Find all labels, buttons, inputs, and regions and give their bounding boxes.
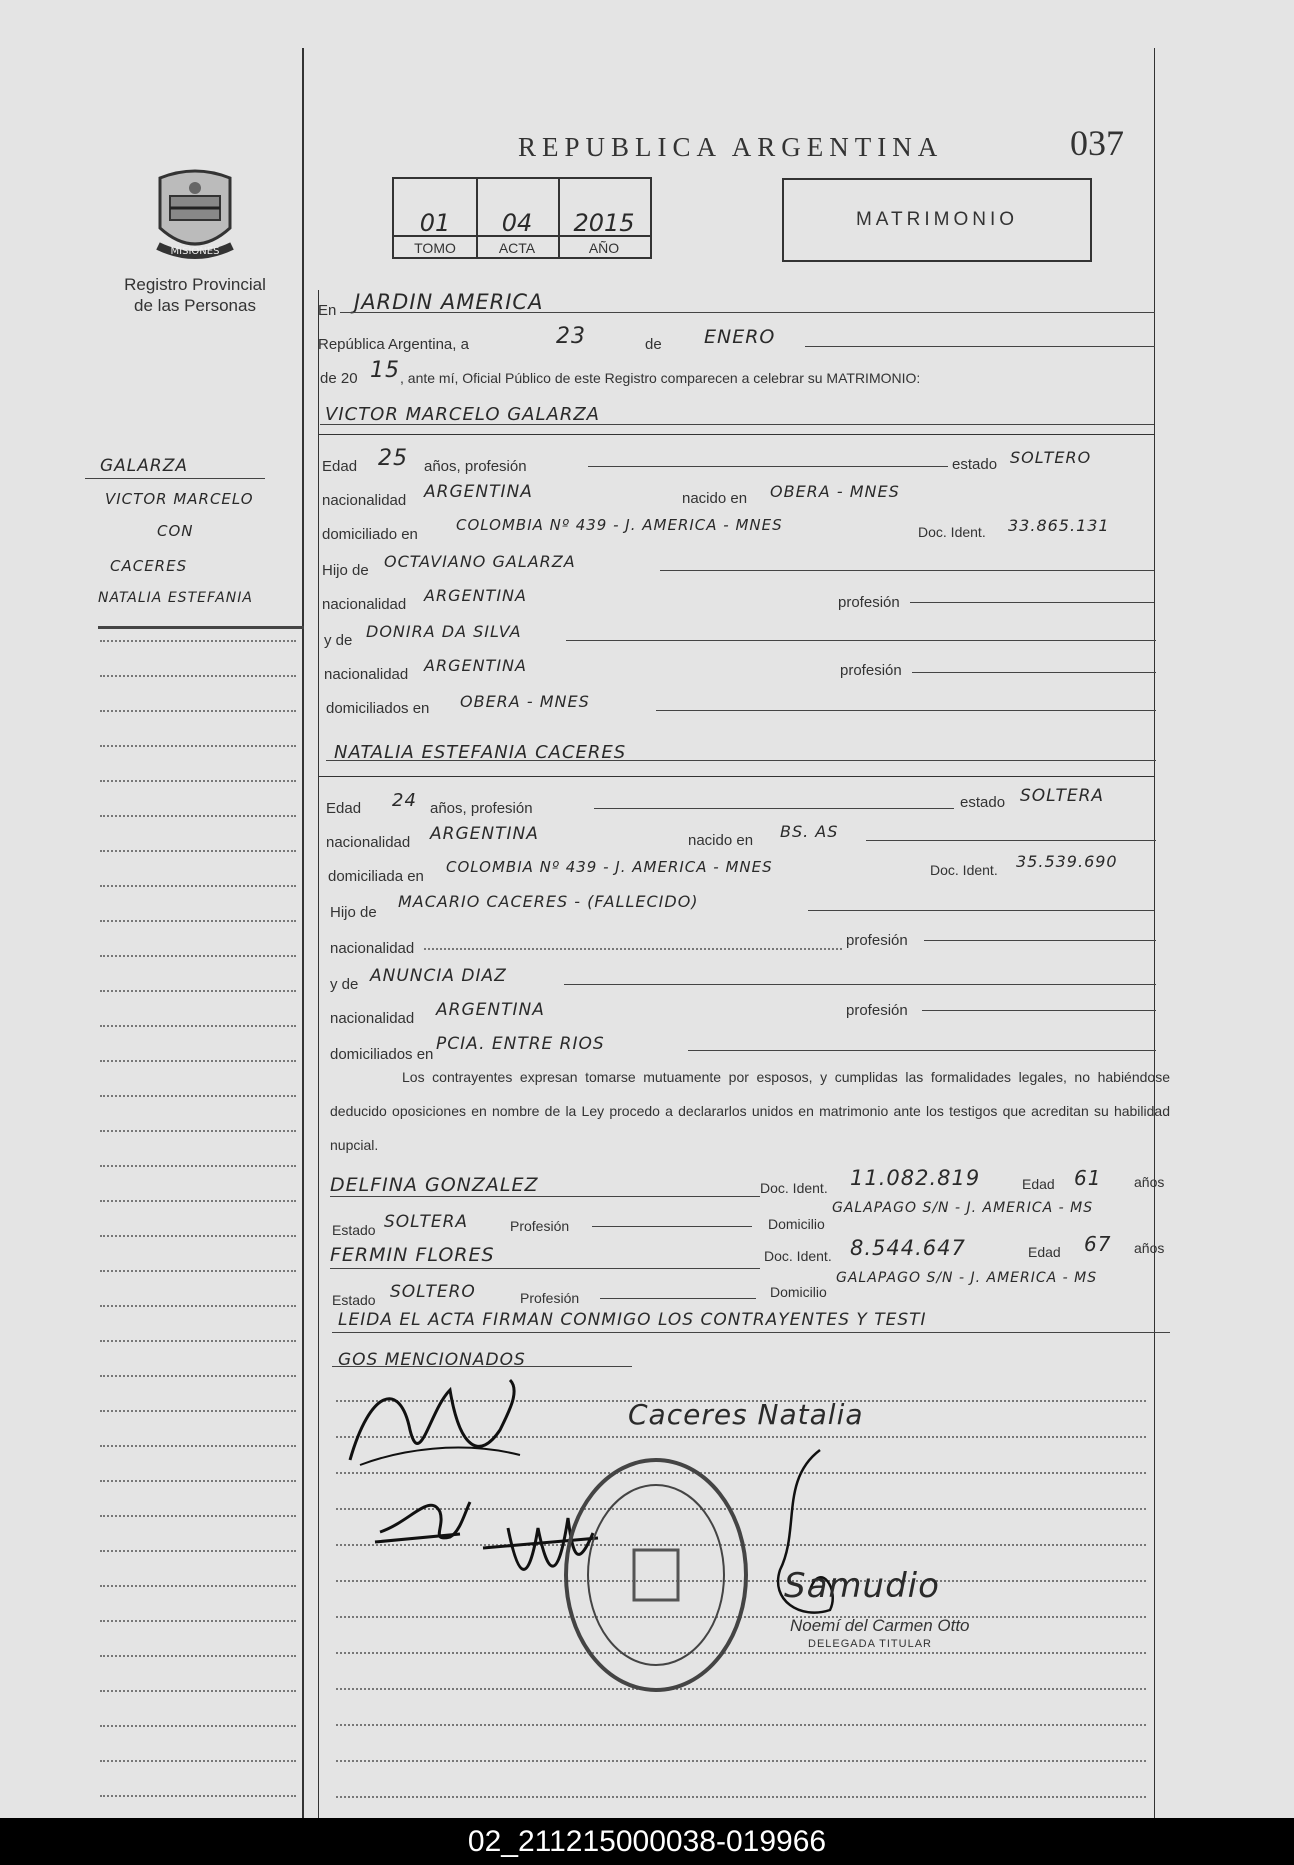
bride-father-nat-dots <box>424 948 842 950</box>
margin-dotted-line <box>100 1620 296 1622</box>
label-w1-doc: Doc. Ident. <box>760 1180 828 1196</box>
bride-age: 24 <box>392 790 417 811</box>
label-groom-father-nat: nacionalidad <box>322 596 407 613</box>
label-de: de <box>645 336 662 353</box>
margin-dotted-line <box>100 1270 296 1272</box>
bride-status: SOLTERA <box>1020 786 1105 806</box>
label-w2-dom: Domicilio <box>770 1284 827 1300</box>
witness1-address: GALAPAGO S/N - J. AMERICA - MS <box>832 1200 1094 1216</box>
margin-dotted-line <box>100 780 296 782</box>
margin-dotted-line <box>100 640 296 642</box>
groom-father: OCTAVIANO GALARZA <box>384 552 576 571</box>
groom-name: VICTOR MARCELO GALARZA <box>325 404 600 425</box>
declaration-text: Los contrayentes expresan tomarse mutuamente por esposos, y cumplidas las formalidades legales, no habiéndose deducido oposiciones en nombre de la Ley procedo a declararlos unidos en matrimonio ante los testigos que acreditan su habilidad nupcial. <box>330 1069 1170 1153</box>
groom-father-line <box>660 570 1154 571</box>
witness2-line <box>330 1268 760 1269</box>
margin-con: CON <box>157 522 194 540</box>
label-w1-years: años <box>1134 1174 1165 1190</box>
bride-nationality: ARGENTINA <box>430 824 539 844</box>
margin-dotted-line <box>100 850 296 852</box>
label-groom-estado: estado <box>952 456 998 473</box>
label-w1-age: Edad <box>1022 1176 1055 1192</box>
officer-title: DELEGADA TITULAR <box>808 1638 932 1650</box>
margin-dotted-line <box>100 1025 296 1027</box>
body-dotted-line <box>336 1724 1146 1726</box>
bride-mother-nationality: ARGENTINA <box>436 1000 545 1020</box>
bride-signature: Caceres Natalia <box>628 1398 864 1431</box>
label-bride-age: Edad <box>326 800 362 817</box>
bride-name: NATALIA ESTEFANIA CACERES <box>334 742 627 763</box>
groom-nationality: ARGENTINA <box>424 482 533 502</box>
label-groom-age: Edad <box>322 458 358 475</box>
bride-father: MACARIO CACERES - (FALLECIDO) <box>398 892 699 911</box>
bride-father-line <box>808 910 1154 911</box>
label-w2-status: Estado <box>332 1292 376 1308</box>
margin-dotted-line <box>100 1585 296 1587</box>
groom-father-prof-line <box>910 602 1154 603</box>
anio-value: 2015 <box>573 209 635 237</box>
label-groom-mother-prof: profesión <box>840 662 902 679</box>
witness1-line <box>330 1196 760 1197</box>
section-divider <box>318 776 1154 777</box>
groom-parents-address: OBERA - MNES <box>460 692 590 711</box>
official-seal-icon <box>556 1450 756 1700</box>
witness2-age: 67 <box>1084 1232 1112 1256</box>
registry-line-1: Registro Provincial <box>124 275 266 294</box>
margin-dotted-line <box>100 815 296 817</box>
margin-dotted-line <box>100 1095 296 1097</box>
tomo-label: TOMO <box>394 235 476 259</box>
country-title: REPUBLICA ARGENTINA <box>518 132 944 162</box>
label-w2-prof: Profesión <box>520 1290 580 1306</box>
label-bride-father: Hijo de <box>330 904 377 921</box>
label-ante: , ante mí, Oficial Público de este Registro comparecen a celebrar su MATRIMONIO: <box>400 370 921 386</box>
anio-label: AÑO <box>558 235 650 259</box>
groom-mother-nationality: ARGENTINA <box>424 656 527 675</box>
margin-firstname: VICTOR MARCELO <box>105 490 254 508</box>
label-bride-estado: estado <box>960 794 1006 811</box>
margin-dotted-line <box>100 1515 296 1517</box>
bride-mother-prof-line <box>922 1010 1156 1011</box>
label-en: En <box>318 302 337 319</box>
label-bride-dom: domiciliada en <box>328 868 424 885</box>
witness2-doc-id: 8.544.647 <box>850 1236 966 1260</box>
label-groom-doc: Doc. Ident. <box>918 524 986 540</box>
margin-dotted-line <box>100 710 296 712</box>
place-value: JARDIN AMERICA <box>354 290 544 314</box>
anio-cell <box>558 179 650 257</box>
month-line <box>805 346 1155 347</box>
margin-dotted-line <box>100 1375 296 1377</box>
act-number: 037 <box>1070 123 1124 163</box>
body-dotted-line <box>336 1796 1146 1798</box>
act-date-box <box>392 177 652 259</box>
margin-dotted-line <box>100 1760 296 1762</box>
label-groom-nat: nacionalidad <box>322 492 407 509</box>
emblem-label: MISIONES <box>170 246 220 257</box>
margin-dotted-line <box>100 1200 296 1202</box>
groom-birthplace: OBERA - MNES <box>770 482 900 501</box>
label-w2-years: años <box>1134 1240 1165 1256</box>
bride-prof-line <box>594 808 954 809</box>
acta-label: ACTA <box>476 235 558 259</box>
groom-mother-prof-line <box>912 672 1156 673</box>
margin-dotted-line <box>100 745 296 747</box>
bride-father-prof-line <box>924 940 1156 941</box>
label-bride-born: nacido en <box>688 832 754 849</box>
bride-birthplace-line <box>866 840 1156 841</box>
margin-rule <box>98 626 304 629</box>
margin-dotted-line <box>100 885 296 887</box>
margin-bride-surname: CACERES <box>110 557 188 575</box>
label-groom-mother: y de <box>324 632 353 649</box>
witness1-age: 61 <box>1074 1166 1102 1190</box>
label-w1-dom: Domicilio <box>768 1216 825 1232</box>
groom-status: SOLTERO <box>1010 448 1092 467</box>
label-groom-father-prof: profesión <box>838 594 900 611</box>
label-groom-mother-nat: nacionalidad <box>324 666 409 683</box>
label-bride-father-nat: nacionalidad <box>330 940 415 957</box>
act-type-box: MATRIMONIO <box>782 178 1092 262</box>
tomo-value: 01 <box>419 209 451 237</box>
registry-line-2: de las Personas <box>134 296 256 315</box>
margin-dotted-line <box>100 1795 296 1797</box>
margin-dotted-line <box>100 955 296 957</box>
bride-address: COLOMBIA Nº 439 - J. AMERICA - MNES <box>446 858 773 876</box>
label-bride-parents-dom: domiciliados en <box>330 1046 434 1063</box>
witness2-address: GALAPAGO S/N - J. AMERICA - MS <box>836 1270 1098 1286</box>
margin-dotted-line <box>100 1690 296 1692</box>
margin-dotted-line <box>100 920 296 922</box>
groom-father-nationality: ARGENTINA <box>424 586 527 605</box>
closing-line-rule <box>332 1332 1170 1333</box>
label-groom-dom: domiciliado en <box>322 526 418 543</box>
witness2-status: SOLTERO <box>390 1282 476 1302</box>
margin-dotted-line <box>100 675 296 677</box>
bride-parents-line <box>688 1050 1156 1051</box>
label-bride-nat: nacionalidad <box>326 834 411 851</box>
label-w1-prof: Profesión <box>510 1218 570 1234</box>
section-divider <box>318 434 1154 435</box>
officer-signature: Samudio <box>784 1566 940 1606</box>
witness2-prof-line <box>600 1298 756 1299</box>
label-w1-status: Estado <box>332 1222 376 1238</box>
year-suffix-value: 15 <box>370 358 400 383</box>
witness1-status: SOLTERA <box>384 1212 469 1232</box>
acta-cell <box>476 179 560 257</box>
body-dotted-line <box>336 1760 1146 1762</box>
label-bride-prof: años, profesión <box>430 800 533 817</box>
label-republica: República Argentina, a <box>318 336 469 353</box>
bride-parents-address: PCIA. ENTRE RIOS <box>436 1034 605 1054</box>
label-bride-mother: y de <box>330 976 359 993</box>
misiones-emblem-icon <box>150 168 240 269</box>
right-page-border <box>1154 48 1155 1818</box>
margin-dotted-line <box>100 1130 296 1132</box>
witness-signature-drawing <box>370 1482 480 1552</box>
margin-dotted-line <box>100 1480 296 1482</box>
scan-identifier: 02_211215000038-019966 <box>0 1818 1294 1865</box>
margin-dotted-line <box>100 1305 296 1307</box>
label-bride-doc: Doc. Ident. <box>930 862 998 878</box>
margin-dotted-line <box>100 1165 296 1167</box>
witness2-name: FERMIN FLORES <box>330 1244 495 1266</box>
label-bride-father-prof: profesión <box>846 932 908 949</box>
margin-dotted-line <box>100 1550 296 1552</box>
margin-dotted-line <box>100 990 296 992</box>
closing-line-2: GOS MENCIONADOS <box>338 1350 526 1370</box>
label-de20: de 20 <box>320 370 358 387</box>
label-groom-father: Hijo de <box>322 562 369 579</box>
label-w2-age: Edad <box>1028 1244 1061 1260</box>
witness1-doc-id: 11.082.819 <box>850 1166 981 1190</box>
groom-prof-line <box>588 466 948 467</box>
groom-doc-id: 33.865.131 <box>1008 516 1110 535</box>
acta-value: 04 <box>501 209 533 237</box>
margin-bride-firstname: NATALIA ESTEFANIA <box>98 590 253 606</box>
registry-name <box>95 274 295 316</box>
groom-parents-line <box>656 710 1156 711</box>
groom-age: 25 <box>378 446 408 471</box>
margin-dotted-line <box>100 1340 296 1342</box>
label-groom-prof: años, profesión <box>424 458 527 475</box>
day-value: 23 <box>556 324 586 349</box>
groom-mother: DONIRA DA SILVA <box>366 622 522 641</box>
label-groom-born: nacido en <box>682 490 748 507</box>
label-groom-parents-dom: domiciliados en <box>326 700 430 717</box>
bride-mother-line <box>564 984 1156 985</box>
margin-rule <box>85 478 265 479</box>
groom-address: COLOMBIA Nº 439 - J. AMERICA - MNES <box>456 516 783 534</box>
margin-dotted-line <box>100 1445 296 1447</box>
label-bride-mother-prof: profesión <box>846 1002 908 1019</box>
witness1-name: DELFINA GONZALEZ <box>330 1174 539 1196</box>
witness1-prof-line <box>592 1226 752 1227</box>
left-column-border <box>302 48 304 1818</box>
margin-dotted-line <box>100 1655 296 1657</box>
bride-birthplace: BS. AS <box>780 822 839 841</box>
margin-dotted-line <box>100 1410 296 1412</box>
groom-name-line <box>320 424 1154 425</box>
place-line <box>340 312 1155 313</box>
margin-surname: GALARZA <box>100 456 188 476</box>
bride-name-line <box>326 760 1156 761</box>
text-column-border <box>318 290 319 1818</box>
margin-dotted-line <box>100 1725 296 1727</box>
label-bride-mother-nat: nacionalidad <box>330 1010 415 1027</box>
officer-name: Noemí del Carmen Otto <box>790 1616 970 1635</box>
groom-signature-drawing <box>340 1370 540 1480</box>
closing-line-1: LEIDA EL ACTA FIRMAN CONMIGO LOS CONTRAYENTES Y TESTI <box>338 1310 927 1330</box>
tomo-cell <box>394 179 478 257</box>
groom-mother-line <box>566 640 1156 641</box>
label-w2-doc: Doc. Ident. <box>764 1248 832 1264</box>
margin-dotted-line <box>100 1235 296 1237</box>
month-value: ENERO <box>704 326 776 348</box>
margin-dotted-line <box>100 1060 296 1062</box>
bride-doc-id: 35.539.690 <box>1016 852 1118 871</box>
closing-line-rule-2 <box>332 1366 632 1367</box>
bride-mother: ANUNCIA DIAZ <box>370 966 507 986</box>
